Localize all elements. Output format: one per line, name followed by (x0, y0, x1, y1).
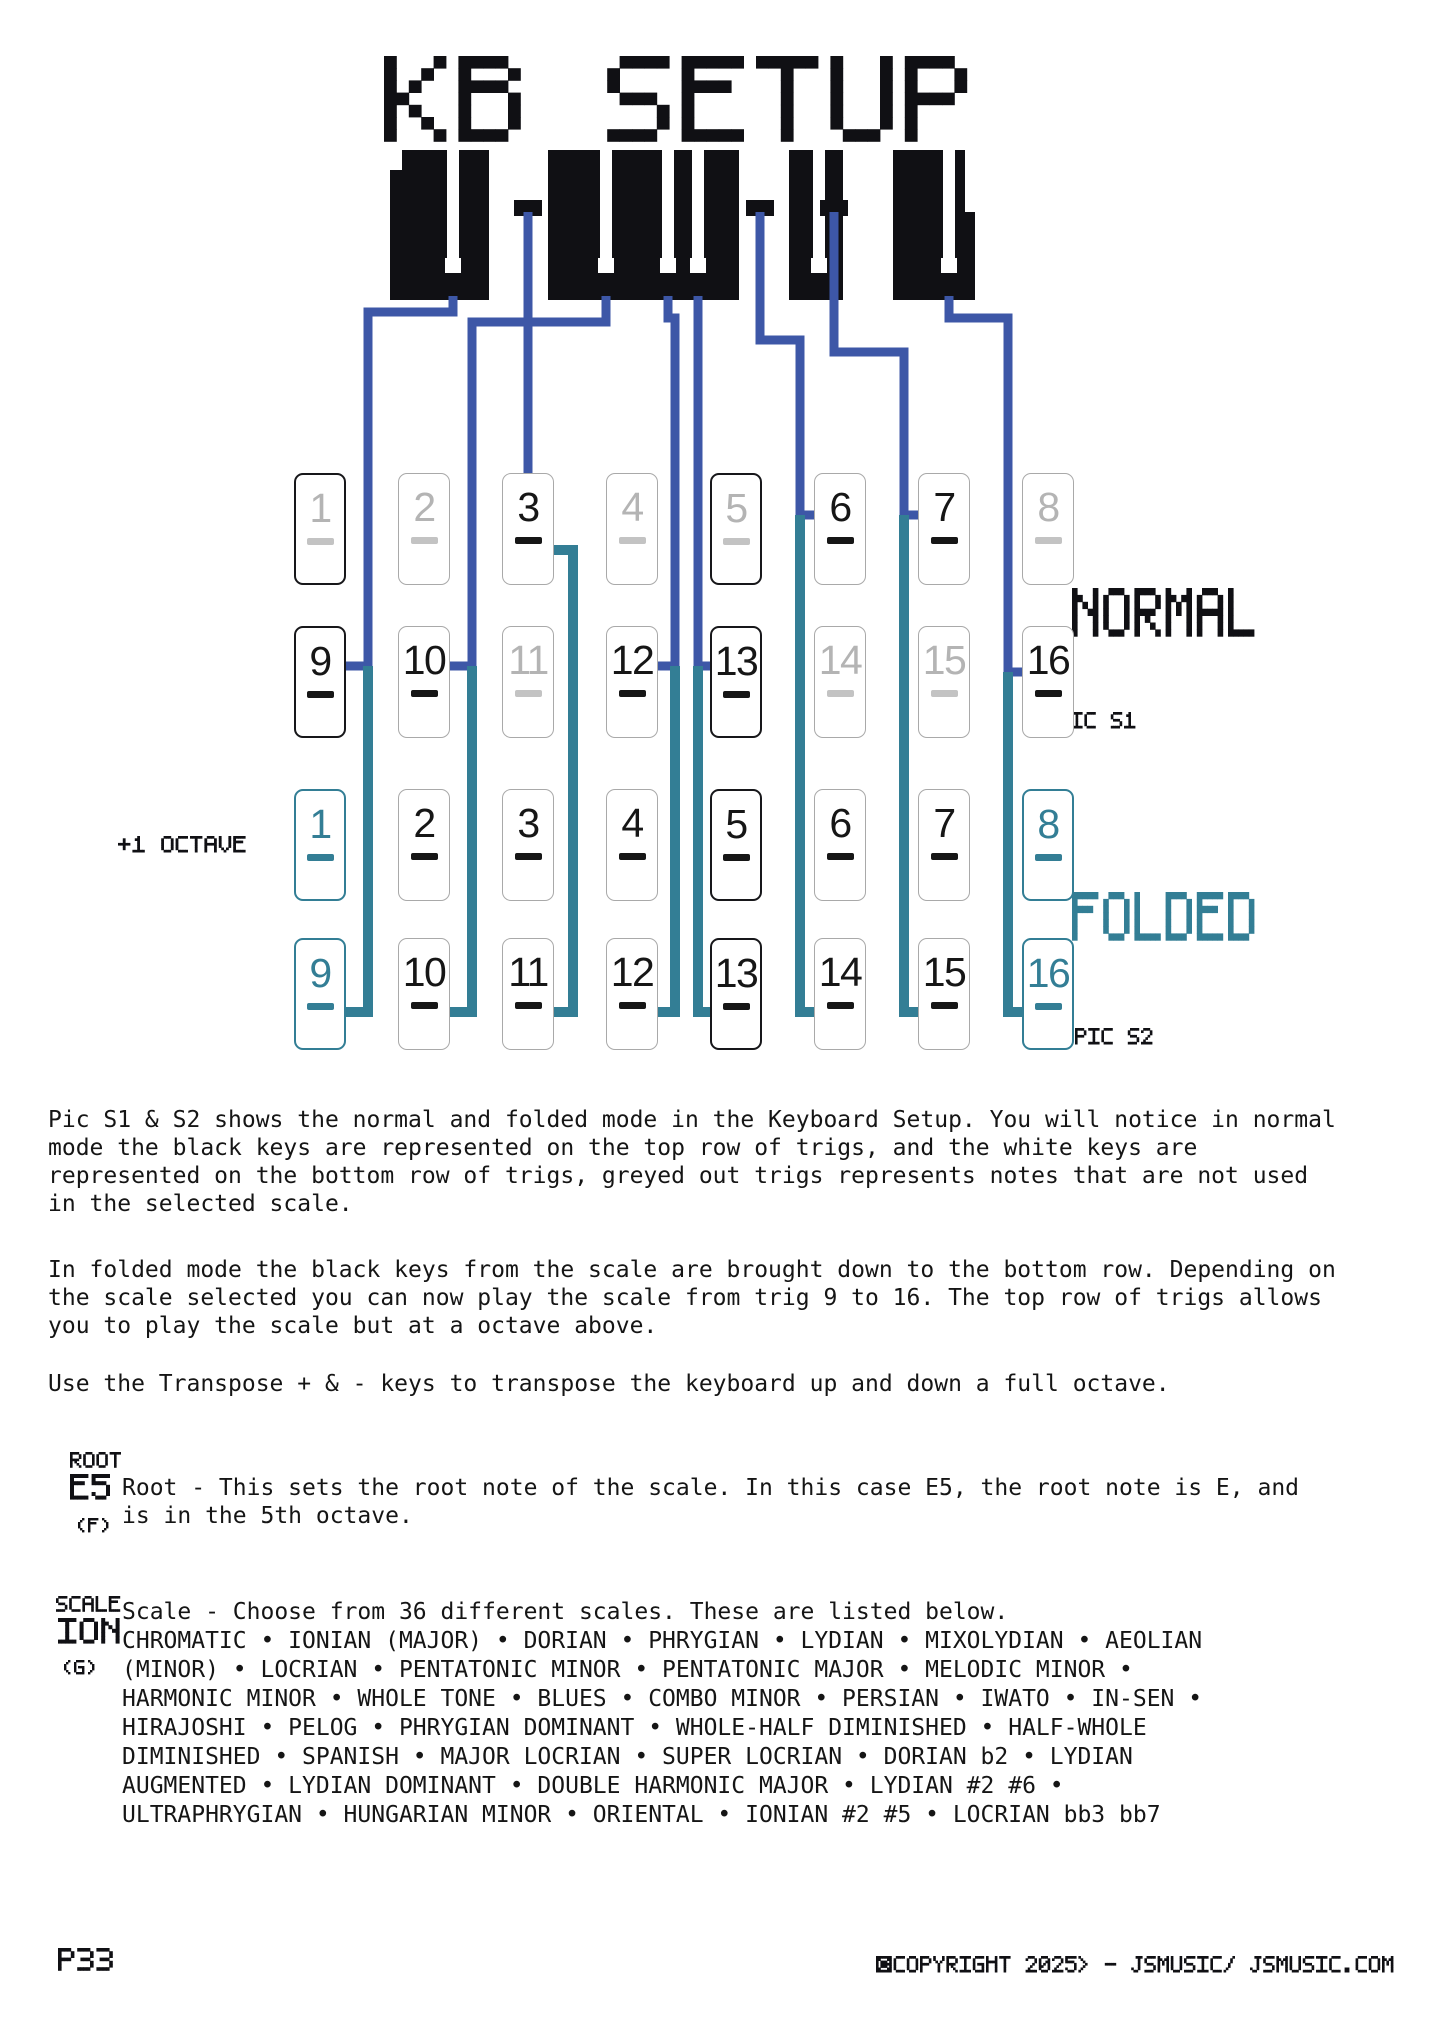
normal-trig-5 (710, 473, 762, 585)
trig-underline (723, 1003, 750, 1010)
trig-underline (307, 691, 334, 698)
normal-trig-3 (502, 473, 554, 585)
trig-number: 6 (829, 800, 851, 846)
trig-underline (619, 853, 646, 860)
trig-underline (931, 537, 958, 544)
trig-underline (307, 854, 334, 861)
folded-trig-13 (710, 938, 762, 1050)
trig-underline (619, 1002, 646, 1009)
trig-number: 8 (1037, 484, 1059, 530)
normal-trig-4 (606, 473, 658, 585)
text-line: you to play the scale but at a octave above. (48, 1313, 658, 1339)
text-line: in the selected scale. (48, 1191, 353, 1217)
text-line: DIMINISHED • SPANISH • MAJOR LOCRIAN • SUPER LOCRIAN • DORIAN b2 • LYDIAN (122, 1744, 1133, 1770)
text-line: is in the 5th octave. (122, 1503, 413, 1529)
text-line: mode the black keys are represented on the top row of trigs, and the white keys are (48, 1135, 1198, 1161)
normal-trig-1 (294, 473, 346, 585)
trig-number: 3 (517, 484, 539, 530)
text-line: represented on the bottom row of trigs, greyed out trigs represents notes that are not used (48, 1163, 1309, 1189)
trig-number: 16 (1026, 950, 1070, 996)
trig-number: 2 (413, 800, 435, 846)
normal-trig-7 (918, 473, 970, 585)
body-paragraph-3 (48, 1370, 1170, 1398)
normal-trig-8 (1022, 473, 1074, 585)
folded-trig-7 (918, 789, 970, 901)
trig-underline (827, 853, 854, 860)
text-line: ULTRAPHRYGIAN • HUNGARIAN MINOR • ORIENTAL • IONIAN #2 #5 • LOCRIAN bb3 bb7 (122, 1802, 1161, 1828)
trig-number: 4 (621, 800, 643, 846)
folded-trig-3 (502, 789, 554, 901)
trig-number: 6 (829, 484, 851, 530)
trig-number: 13 (714, 950, 758, 996)
normal-trig-9 (294, 626, 346, 738)
trig-underline (411, 690, 438, 697)
folded-trig-15 (918, 938, 970, 1050)
normal-trig-12 (606, 626, 658, 738)
trig-number: 12 (610, 637, 654, 683)
trig-number: 13 (714, 638, 758, 684)
normal-trig-2 (398, 473, 450, 585)
text-line: AUGMENTED • LYDIAN DOMINANT • DOUBLE HARMONIC MAJOR • LYDIAN #2 #6 • (122, 1773, 1064, 1799)
folded-trig-6 (814, 789, 866, 901)
trig-number: 8 (1037, 801, 1059, 847)
trig-underline (931, 1002, 958, 1009)
trig-underline (411, 537, 438, 544)
trig-underline (931, 853, 958, 860)
text-line: the scale selected you can now play the scale from trig 9 to 16. The top row of trigs allows (48, 1285, 1322, 1311)
trig-number: 5 (725, 485, 747, 531)
trig-underline (515, 853, 542, 860)
trig-underline (619, 537, 646, 544)
trig-underline (411, 853, 438, 860)
trig-underline (1035, 690, 1062, 697)
trig-underline (931, 690, 958, 697)
folded-trig-10 (398, 938, 450, 1050)
folded-trig-11 (502, 938, 554, 1050)
scale-description (122, 1598, 1202, 1830)
trig-number: 4 (621, 484, 643, 530)
trig-number: 3 (517, 800, 539, 846)
folded-trig-4 (606, 789, 658, 901)
normal-trig-14 (814, 626, 866, 738)
trig-number: 9 (309, 638, 331, 684)
trig-number: 16 (1026, 637, 1070, 683)
folded-trig-14 (814, 938, 866, 1050)
normal-trig-6 (814, 473, 866, 585)
trig-underline (1035, 854, 1062, 861)
trig-underline (411, 1002, 438, 1009)
trig-number: 2 (413, 484, 435, 530)
folded-trig-8 (1022, 789, 1074, 901)
trig-underline (723, 538, 750, 545)
text-line: HARMONIC MINOR • WHOLE TONE • BLUES • COMBO MINOR • PERSIAN • IWATO • IN-SEN • (122, 1686, 1203, 1712)
folded-trig-12 (606, 938, 658, 1050)
trig-number: 7 (933, 800, 955, 846)
normal-trig-15 (918, 626, 970, 738)
text-line: Use the Transpose + & - keys to transpose the keyboard up and down a full octave. (48, 1371, 1170, 1397)
text-line: Scale - Choose from 36 different scales. These are listed below. (122, 1599, 1009, 1625)
trig-underline (515, 1002, 542, 1009)
trig-underline (515, 537, 542, 544)
trig-number: 5 (725, 801, 747, 847)
trig-number: 9 (309, 950, 331, 996)
body-paragraph-1 (48, 1106, 1336, 1218)
normal-trig-10 (398, 626, 450, 738)
trig-number: 14 (818, 949, 862, 995)
trig-number: 10 (402, 637, 446, 683)
trig-underline (307, 1003, 334, 1010)
folded-trig-16 (1022, 938, 1074, 1050)
trig-underline (307, 538, 334, 545)
trig-underline (827, 537, 854, 544)
trig-number: 12 (610, 949, 654, 995)
folded-trig-2 (398, 789, 450, 901)
text-line: (MINOR) • LOCRIAN • PENTATONIC MINOR • PENTATONIC MAJOR • MELODIC MINOR • (122, 1657, 1133, 1683)
normal-trig-11 (502, 626, 554, 738)
folded-trig-5 (710, 789, 762, 901)
trig-number: 1 (309, 801, 331, 847)
trig-number: 11 (508, 637, 548, 683)
trig-underline (1035, 1003, 1062, 1010)
normal-trig-13 (710, 626, 762, 738)
trig-number: 10 (402, 949, 446, 995)
trig-underline (723, 691, 750, 698)
text-line: In folded mode the black keys from the scale are brought down to the bottom row. Depending on (48, 1257, 1336, 1283)
text-line: CHROMATIC • IONIAN (MAJOR) • DORIAN • PHRYGIAN • LYDIAN • MIXOLYDIAN • AEOLIAN (122, 1628, 1203, 1654)
trig-underline (827, 690, 854, 697)
trig-underline (827, 1002, 854, 1009)
trig-number: 7 (933, 484, 955, 530)
trig-number: 15 (922, 949, 966, 995)
trig-number: 11 (508, 949, 548, 995)
root-description (122, 1474, 1299, 1530)
trig-underline (515, 690, 542, 697)
trig-underline (1035, 537, 1062, 544)
text-line: HIRAJOSHI • PELOG • PHRYGIAN DOMINANT • WHOLE-HALF DIMINISHED • HALF-WHOLE (122, 1715, 1147, 1741)
trig-number: 1 (309, 485, 331, 531)
body-paragraph-2 (48, 1256, 1336, 1340)
text-line: Root - This sets the root note of the scale. In this case E5, the root note is E, and (122, 1475, 1300, 1501)
normal-trig-16 (1022, 626, 1074, 738)
trig-underline (619, 690, 646, 697)
trig-number: 15 (922, 637, 966, 683)
trig-underline (723, 854, 750, 861)
text-line: Pic S1 & S2 shows the normal and folded mode in the Keyboard Setup. You will notice in normal (48, 1107, 1336, 1133)
trig-number: 14 (818, 637, 862, 683)
folded-trig-9 (294, 938, 346, 1050)
folded-trig-1 (294, 789, 346, 901)
